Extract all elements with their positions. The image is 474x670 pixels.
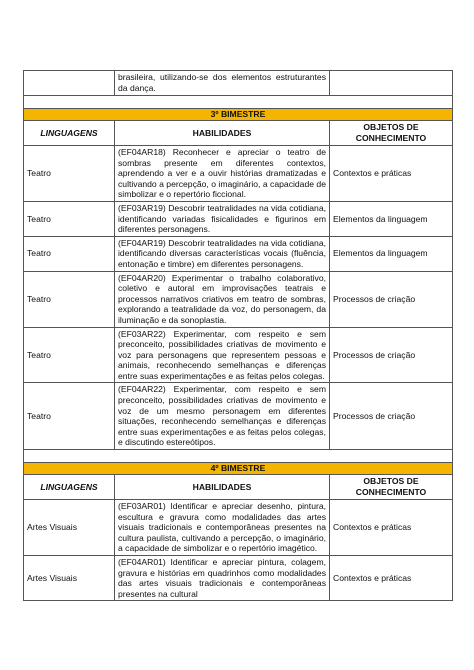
table-row bbox=[24, 556, 453, 601]
document-page bbox=[23, 70, 452, 601]
cell-habilidade: (EF03AR22) Experimentar, com respeito e sem preconceito, possibilidades criativas de movimento e voz para personagens que representem pessoas e animais, reconhecendo semelhanças e diferenças entre suas experimentações e as feitas pelos colegas. bbox=[115, 327, 330, 383]
spacer-row bbox=[24, 450, 453, 463]
cell-habilidade: (EF04AR18) Reconhecer e apreciar o teatro de sombras presente em diferentes contextos, aprendendo a ver e a ouvir histórias dramatizadas e cultivando a percepção, o imaginário, a capacidade de simbolizar e o repertório ficcional. bbox=[115, 146, 330, 202]
cell-objeto bbox=[330, 71, 453, 96]
cell-linguagem: Artes Visuais bbox=[24, 500, 115, 556]
cell-linguagem: Teatro bbox=[24, 236, 115, 271]
table-row bbox=[24, 500, 453, 556]
continuation-row bbox=[24, 71, 453, 96]
bimester-3-banner bbox=[24, 109, 453, 121]
cell-linguagem: Teatro bbox=[24, 146, 115, 202]
cell-habilidade: (EF04AR01) Identificar e apreciar pintura, colagem, gravura e histórias em quadrinhos como modalidades das artes visuais tradicionais e contemporâneas presentes na cultural bbox=[115, 556, 330, 601]
cell-habilidade: (EF03AR19) Descobrir teatralidades na vida cotidiana, identificando variadas fisicalidades e figurinos em diferentes personagens. bbox=[115, 201, 330, 236]
table-row bbox=[24, 146, 453, 202]
cell-objeto: Contextos e práticas bbox=[330, 146, 453, 202]
cell-habilidade: (EF04AR22) Experimentar, com respeito e sem preconceito, possibilidades criativas de movimento e voz de um mesmo personagem em diferentes situações, reconhecendo semelhanças e diferenças entre suas experimentações e as feitas pelos colegas, e discutindo estereótipos. bbox=[115, 383, 330, 450]
header-linguagens: LINGUAGENS bbox=[24, 121, 115, 146]
cell-linguagem: Teatro bbox=[24, 383, 115, 450]
table-row bbox=[24, 236, 453, 271]
cell-habilidade: (EF03AR01) Identificar e apreciar desenho, pintura, escultura e gravura como modalidades das artes visuais tradicionais e contemporâneas presentes na cultura paulista, cultivando a percepção, o imaginário, a capacidade de simbolizar e o repertório imagético. bbox=[115, 500, 330, 556]
curriculum-table bbox=[23, 70, 453, 601]
cell-linguagem: Teatro bbox=[24, 271, 115, 327]
cell-linguagem: Teatro bbox=[24, 201, 115, 236]
cell-linguagem bbox=[24, 71, 115, 96]
header-row bbox=[24, 475, 453, 500]
header-linguagens: LINGUAGENS bbox=[24, 475, 115, 500]
table-row bbox=[24, 271, 453, 327]
cell-objeto: Elementos da linguagem bbox=[330, 236, 453, 271]
cell-objeto: Contextos e práticas bbox=[330, 500, 453, 556]
cell-objeto: Processos de criação bbox=[330, 383, 453, 450]
bimester-title: 4º BIMESTRE bbox=[24, 463, 453, 475]
table-row bbox=[24, 201, 453, 236]
cell-objeto: Elementos da linguagem bbox=[330, 201, 453, 236]
cell-objeto: Processos de criação bbox=[330, 327, 453, 383]
cell-objeto: Contextos e práticas bbox=[330, 556, 453, 601]
bimester-4-banner bbox=[24, 463, 453, 475]
header-objetos: OBJETOS DE CONHECIMENTO bbox=[330, 475, 453, 500]
header-objetos: OBJETOS DE CONHECIMENTO bbox=[330, 121, 453, 146]
table-row bbox=[24, 327, 453, 383]
cell-objeto: Processos de criação bbox=[330, 271, 453, 327]
cell-linguagem: Artes Visuais bbox=[24, 556, 115, 601]
bimester-title: 3º BIMESTRE bbox=[24, 109, 453, 121]
cell-habilidade: (EF04AR20) Experimentar o trabalho colaborativo, coletivo e autoral em improvisações teatrais e processos narrativos criativos em teatro de sombras, explorando a teatralidade da voz, do personagem, da iluminação e da sonoplastia. bbox=[115, 271, 330, 327]
spacer-row bbox=[24, 96, 453, 109]
header-habilidades: HABILIDADES bbox=[115, 121, 330, 146]
cell-habilidade: brasileira, utilizando-se dos elementos estruturantes da dança. bbox=[115, 71, 330, 96]
cell-habilidade: (EF04AR19) Descobrir teatralidades na vida cotidiana, identificando diversas características vocais (fluência, entonação e timbre) em diferentes personagens. bbox=[115, 236, 330, 271]
header-habilidades: HABILIDADES bbox=[115, 475, 330, 500]
cell-linguagem: Teatro bbox=[24, 327, 115, 383]
header-row bbox=[24, 121, 453, 146]
table-row bbox=[24, 383, 453, 450]
